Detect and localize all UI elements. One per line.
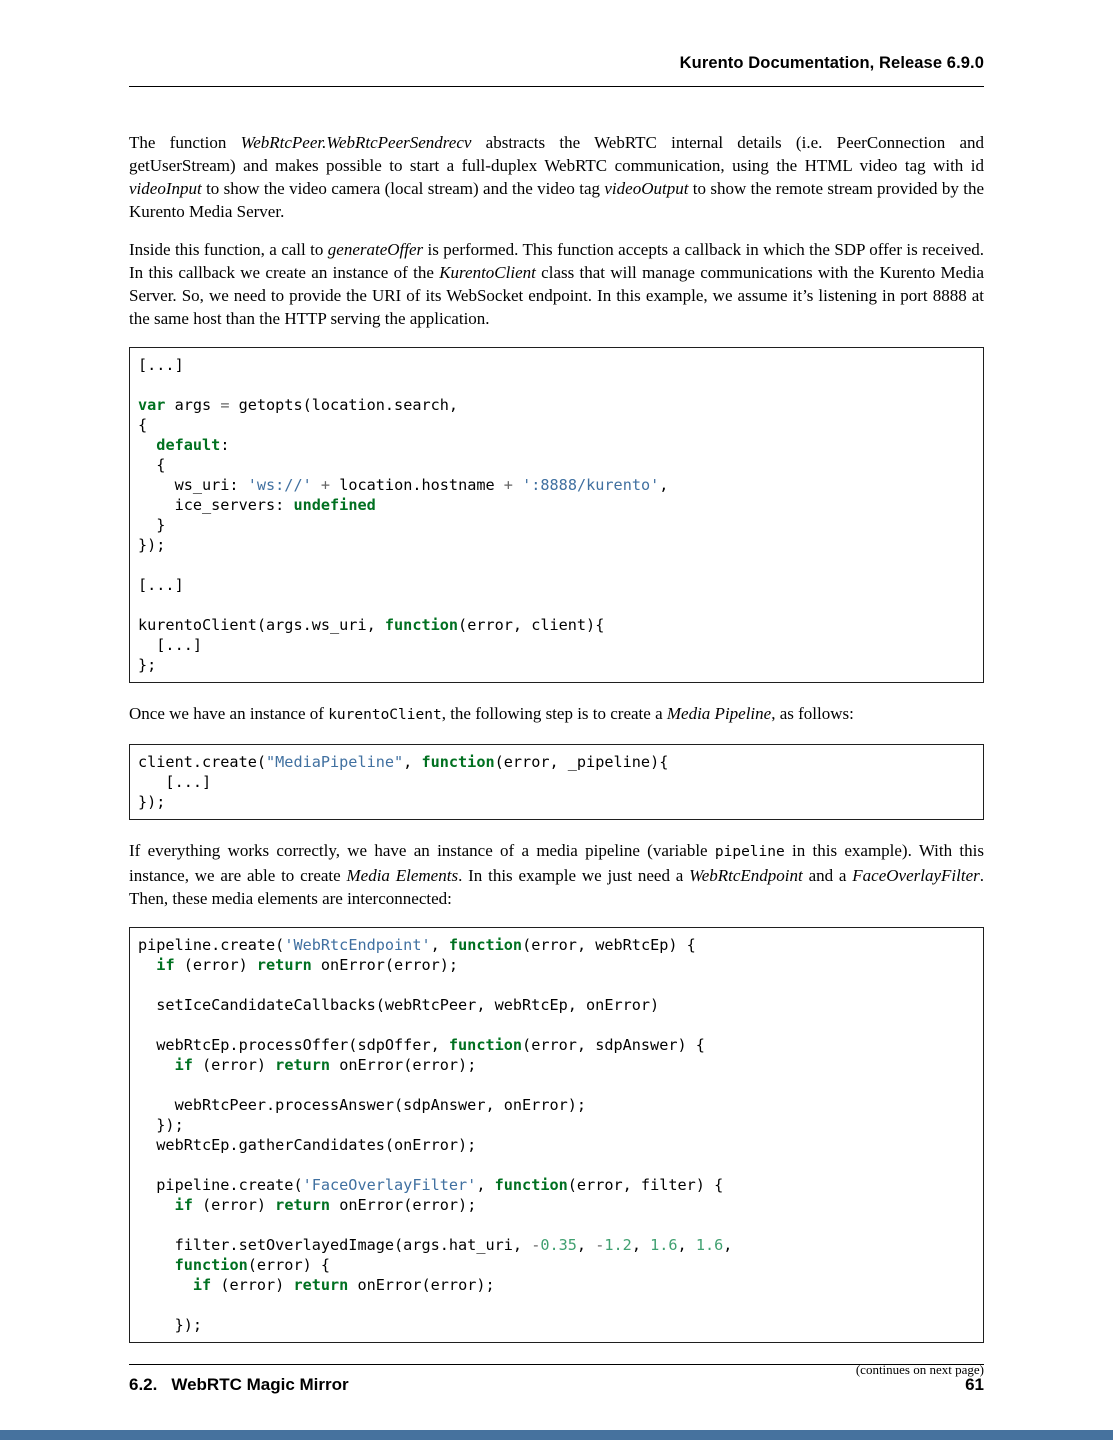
- code-token: ,: [476, 1176, 495, 1194]
- code-line: [138, 575, 975, 595]
- code-line: [138, 515, 975, 535]
- text-segment: . In this example we just need a: [458, 866, 690, 885]
- code-line: [138, 1155, 975, 1175]
- emphasis-text: FaceOverlayFilter: [852, 866, 980, 885]
- code-line: [138, 1095, 975, 1115]
- code-line: [138, 1115, 975, 1135]
- text-segment: If everything works correctly, we have an instance of a media pipeline (variable: [129, 841, 715, 860]
- code-token: if: [156, 956, 175, 974]
- code-token: [...]: [138, 636, 203, 654]
- code-token: }: [138, 516, 166, 534]
- code-token: (error): [192, 1056, 276, 1074]
- code-token: return: [293, 1276, 349, 1294]
- code-block-media-pipeline: [129, 744, 984, 820]
- footer-page-number: 61: [965, 1375, 984, 1394]
- code-token: onError(error);: [330, 1056, 477, 1074]
- code-token: };: [138, 656, 157, 674]
- page-footer: [129, 1364, 984, 1395]
- code-line: [138, 435, 975, 455]
- text-segment: and a: [802, 866, 853, 885]
- code-token: });: [138, 1316, 203, 1334]
- code-block-kurento-client: [129, 347, 984, 683]
- code-token: {: [138, 456, 166, 474]
- code-token: (error, client){: [458, 616, 605, 634]
- code-token: (error, filter) {: [567, 1176, 724, 1194]
- code-token: args: [165, 396, 221, 414]
- page-header: [129, 54, 984, 87]
- code-token: location.hostname: [330, 476, 504, 494]
- code-line: [138, 1035, 975, 1055]
- code-token: getopts(location.search,: [229, 396, 459, 414]
- emphasis-text: Media Pipeline: [666, 704, 772, 723]
- continues-note: (continues on next page): [855, 1362, 984, 1377]
- text-segment: to show the video camera (local stream) and the video tag: [201, 179, 605, 198]
- code-token: webRtcEp.processOffer(sdpOffer,: [138, 1036, 449, 1054]
- code-token: var: [138, 396, 166, 414]
- footer-rule: [129, 1364, 984, 1365]
- code-token: +: [320, 476, 331, 494]
- code-line: [138, 615, 975, 635]
- code-token: if: [174, 1056, 193, 1074]
- running-header-title: Kurento Documentation, Release 6.9.0: [679, 54, 984, 72]
- code-token: [513, 476, 522, 494]
- code-line: [138, 1235, 975, 1255]
- paragraph: [129, 702, 984, 727]
- code-line: [138, 1175, 975, 1195]
- code-token: [312, 476, 321, 494]
- code-line: [138, 975, 975, 995]
- code-line: [138, 655, 975, 675]
- code-line: [138, 415, 975, 435]
- code-token: [...]: [138, 773, 212, 791]
- code-token: function: [494, 1176, 568, 1194]
- code-token: [138, 436, 156, 454]
- code-line: [138, 635, 975, 655]
- code-token: webRtcPeer.processAnswer(sdpAnswer, onError);: [138, 1096, 587, 1114]
- code-token: if: [174, 1196, 193, 1214]
- next-page-edge: [0, 1430, 1113, 1440]
- code-token: (error): [174, 956, 257, 974]
- code-line: [138, 772, 975, 792]
- code-token: ,: [403, 753, 422, 771]
- text-segment: class that will manage communications with the Kurento Media Server. So, we need to provide the URI of its WebSocket endpoint. In this example, we assume it’s listening in port 8888 at the same host than the HTTP serving the application.: [129, 263, 984, 328]
- code-line: [138, 395, 975, 415]
- code-token: 'ws://': [247, 476, 312, 494]
- code-token: {: [138, 416, 148, 434]
- code-token: (error, _pipeline){: [494, 753, 669, 771]
- code-token: onError(error);: [330, 1196, 477, 1214]
- code-token: kurentoClient(args.ws_uri,: [138, 616, 385, 634]
- code-line: [138, 1275, 975, 1295]
- code-token: ,: [430, 936, 449, 954]
- code-line: [138, 752, 975, 772]
- code-token: function: [421, 753, 495, 771]
- code-token: [...]: [138, 356, 184, 374]
- code-token: (error, webRtcEp) {: [522, 936, 696, 954]
- code-token: });: [138, 1116, 184, 1134]
- code-line: [138, 1315, 975, 1335]
- code-token: });: [138, 793, 166, 811]
- text-segment: Inside this function, a call to: [129, 240, 328, 259]
- code-token: default: [156, 436, 221, 454]
- code-block-pipeline-create: [129, 927, 984, 1343]
- code-token: [138, 956, 156, 974]
- paragraph: [129, 839, 984, 910]
- code-token: (error): [211, 1276, 294, 1294]
- paragraph: [129, 131, 984, 223]
- code-token: return: [275, 1056, 331, 1074]
- code-token: filter.setOverlayedImage(args.hat_uri,: [138, 1236, 532, 1254]
- emphasis-text: videoOutput: [604, 179, 689, 198]
- text-segment: Once we have an instance of: [129, 704, 329, 723]
- code-token: =: [220, 396, 230, 414]
- footer-row: [129, 1375, 984, 1395]
- code-line: [138, 495, 975, 515]
- paragraph: [129, 238, 984, 330]
- code-token: [138, 1196, 175, 1214]
- code-token: function: [448, 1036, 523, 1054]
- code-line: [138, 595, 975, 615]
- code-token: function: [174, 1256, 248, 1274]
- emphasis-text: WebRtcEndpoint: [689, 866, 803, 885]
- code-token: if: [192, 1276, 212, 1294]
- code-token: (error): [192, 1196, 276, 1214]
- footer-section-number: 6.2.: [129, 1375, 158, 1394]
- code-line: [138, 1075, 975, 1095]
- text-segment: , the following step is to create a: [441, 704, 667, 723]
- code-line: [138, 535, 975, 555]
- code-token: undefined: [293, 496, 376, 514]
- code-token: 'FaceOverlayFilter': [302, 1176, 477, 1194]
- code-line: [138, 455, 975, 475]
- text-segment: is performed. This function accepts a callback in which the SDP offer is received. In this callback we create an instance of the: [129, 240, 984, 282]
- code-token: ':8888/kurento': [522, 476, 660, 494]
- code-token: pipeline.create(: [138, 936, 285, 954]
- code-token: -: [595, 1236, 605, 1254]
- page-body: [129, 131, 984, 1378]
- text-segment: . Then, these media elements are interconnected:: [129, 866, 984, 908]
- code-token: "MediaPipeline": [266, 753, 404, 771]
- code-token: 'WebRtcEndpoint': [284, 936, 431, 954]
- emphasis-text: Media Elements: [346, 866, 459, 885]
- code-token: function: [384, 616, 459, 634]
- code-token: ,: [659, 476, 669, 494]
- code-token: ,: [576, 1236, 596, 1254]
- emphasis-text: videoInput: [129, 179, 202, 198]
- code-token: +: [503, 476, 513, 494]
- emphasis-text: KurentoClient: [439, 263, 536, 282]
- code-token: function: [448, 936, 523, 954]
- code-line: [138, 1215, 975, 1235]
- code-token: (error) {: [247, 1256, 331, 1274]
- code-token: ice_servers:: [138, 496, 294, 514]
- code-line: [138, 792, 975, 812]
- code-token: client.create(: [138, 753, 267, 771]
- code-token: ,: [631, 1236, 651, 1254]
- code-token: [138, 1256, 175, 1274]
- code-line: [138, 1295, 975, 1315]
- footer-section-title: WebRTC Magic Mirror: [171, 1375, 349, 1394]
- code-line: [138, 355, 975, 375]
- code-line: [138, 1195, 975, 1215]
- code-line: [138, 1055, 975, 1075]
- code-line: [138, 935, 975, 955]
- code-token: 1.6: [650, 1236, 678, 1254]
- inline-code: kurentoClient: [328, 707, 442, 723]
- text-segment: abstracts the WebRTC internal details (i.e. PeerConnection and getUserStream) and makes possible to start a full-duplex WebRTC communication, using the HTML video tag with id: [129, 133, 984, 175]
- code-token: ,: [723, 1236, 733, 1254]
- code-token: [138, 1276, 193, 1294]
- code-token: return: [275, 1196, 331, 1214]
- code-token: ,: [677, 1236, 696, 1254]
- code-token: (error, sdpAnswer) {: [522, 1036, 705, 1054]
- code-token: [...]: [138, 576, 184, 594]
- inline-code: pipeline: [714, 844, 785, 860]
- code-token: 1.2: [604, 1236, 632, 1254]
- code-line: [138, 375, 975, 395]
- code-token: 1.6: [695, 1236, 724, 1254]
- code-token: setIceCandidateCallbacks(webRtcPeer, webRtcEp, onError): [138, 996, 660, 1014]
- code-line: [138, 555, 975, 575]
- text-segment: The function: [129, 133, 241, 152]
- emphasis-text: WebRtcPeer.WebRtcPeerSendrecv: [240, 133, 472, 152]
- code-line: [138, 995, 975, 1015]
- code-token: :: [220, 436, 230, 454]
- text-segment: to show the remote stream provided by the Kurento Media Server.: [129, 179, 984, 221]
- code-line: [138, 475, 975, 495]
- code-token: });: [138, 536, 166, 554]
- footer-section: [129, 1375, 349, 1395]
- code-line: [138, 1135, 975, 1155]
- header-rule: [129, 86, 984, 87]
- code-token: pipeline.create(: [138, 1176, 303, 1194]
- text-segment: in this example). With this instance, we are able to create: [129, 841, 984, 885]
- code-token: 0.35: [540, 1236, 577, 1254]
- emphasis-text: generateOffer: [327, 240, 424, 259]
- code-token: ws_uri:: [138, 476, 248, 494]
- text-segment: , as follows:: [771, 704, 854, 723]
- code-line: [138, 955, 975, 975]
- code-token: webRtcEp.gatherCandidates(onError);: [138, 1136, 477, 1154]
- code-token: onError(error);: [311, 956, 459, 974]
- code-token: [138, 1056, 175, 1074]
- code-line: [138, 1015, 975, 1035]
- code-token: onError(error);: [348, 1276, 495, 1294]
- code-line: [138, 1255, 975, 1275]
- code-token: return: [256, 956, 312, 974]
- code-token: -: [531, 1236, 541, 1254]
